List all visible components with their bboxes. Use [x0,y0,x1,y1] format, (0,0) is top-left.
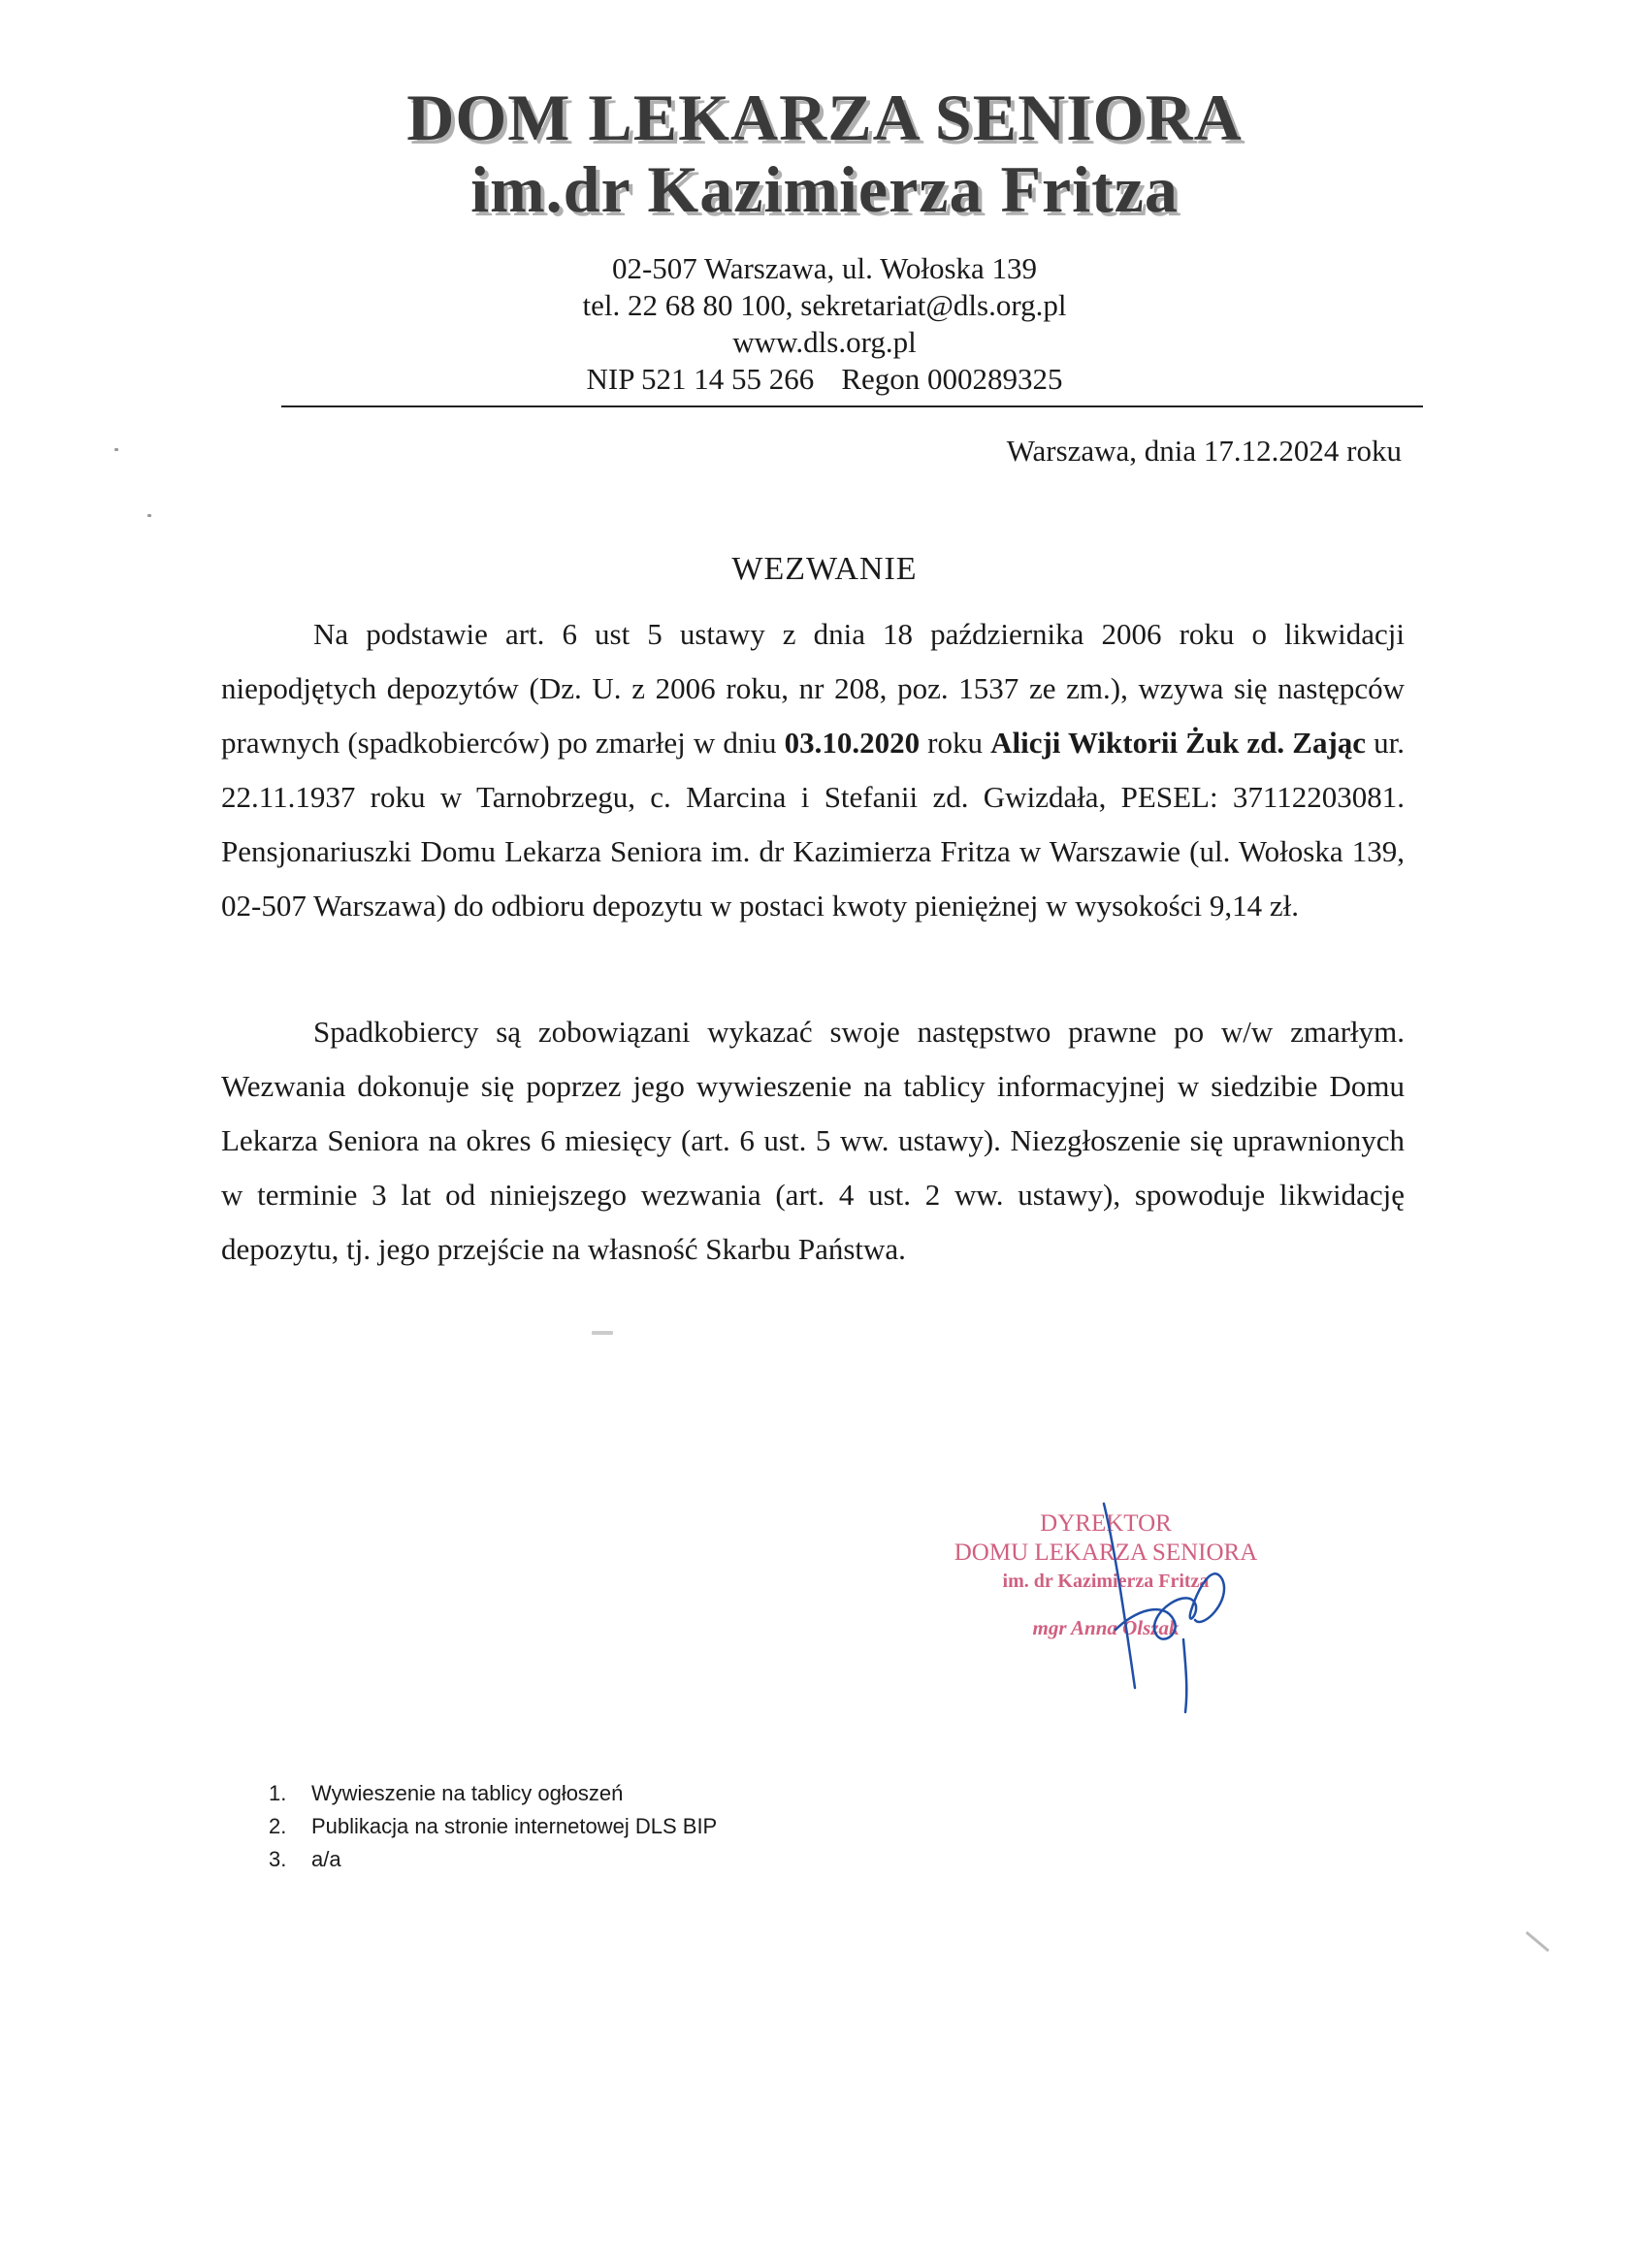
summons-text-1: Na podstawie art. 6 ust 5 ustawy z dnia 18 października 2006 roku o likwidacji niepodjętych depozytów (Dz. U. z 2006 roku, nr 208, poz. 1537 ze zm.), wzywa się następców prawnych (spadkobierców) po zmarłej w dniu [221,617,1405,760]
list-item [269,1843,717,1876]
stamp-title: DYREKTOR [1040,1510,1172,1537]
list-item-text: Publikacja na stronie internetowej DLS BIP [311,1814,718,1838]
list-item-number: 2. [269,1814,287,1838]
list-item-text: a/a [311,1847,341,1871]
institution-name: DOM LEKARZA SENIORA [406,81,1243,154]
website-line: www.dls.org.pl [732,325,917,359]
tax-ids-line [0,361,1649,398]
stamp-institution: DOMU LEKARZA SENIORA [954,1539,1258,1566]
list-item-number: 1. [269,1781,287,1805]
paragraph-summons [221,607,1405,933]
obligations-text: Spadkobiercy są zobowiązani wykazać swoje następstwo prawne po w/w zmarłym. Wezwania dokonuje się poprzez jego wywieszenie na tablicy informacyjnej w siedzibie Domu Lekarza Seniora na okres 6 miesięcy (art. 6 ust. 5 ww. ustawy). Niezgłoszenie się uprawnionych w terminie 3 lat od niniejszego wezwania (art. 4 ust. 2 ww. ustawy), spowoduje likwidację depozytu, tj. jego przejście na własność Skarbu Państwa. [221,1015,1405,1266]
death-date: 03.10.2020 [784,726,921,760]
scan-speck [1526,1931,1550,1953]
stamp-signatory: mgr Anna Olszak [1032,1616,1180,1639]
stamp-patron: im. dr Kazimierza Fritza [1002,1571,1210,1592]
scan-speck [114,448,118,451]
nip-number: NIP 521 14 55 266 [586,362,815,396]
summons-text-2: roku [920,726,991,760]
distribution-list [269,1777,717,1876]
institution-patron: im.dr Kazimierza Fritza [470,152,1179,226]
handwritten-signature [1077,1494,1242,1717]
list-item [269,1810,717,1843]
document-date: Warszawa, dnia 17.12.2024 roku [1006,434,1402,468]
deceased-name: Alicji Wiktorii Żuk zd. Zając [990,726,1367,760]
summons-text-3: ur. 22.11.1937 roku w Tarnobrzegu, c. Marcina i Stefanii zd. Gwizdała, PESEL: 37112203081. Pensjonariuszki Domu Lekarza Seniora im. dr Kazimierza Fritza w Warszawie (ul. Wołoska 139, 02-507 Warszawa) do odbioru depozytu w postaci kwoty pieniężnej w wysokości 9,14 zł. [221,726,1405,923]
regon-number: Regon 000289325 [841,362,1063,396]
list-item-text: Wywieszenie na tablicy ogłoszeń [311,1781,624,1805]
scan-speck [592,1331,613,1335]
paragraph-obligations [221,1005,1405,1277]
list-item-number: 3. [269,1847,287,1871]
contact-line: tel. 22 68 80 100, sekretariat@dls.org.pl [582,288,1067,322]
document-title: WEZWANIE [731,551,918,587]
address-line: 02-507 Warszawa, ul. Wołoska 139 [611,251,1038,285]
header-divider [281,405,1423,407]
list-item [269,1777,717,1810]
scan-speck [147,514,151,517]
